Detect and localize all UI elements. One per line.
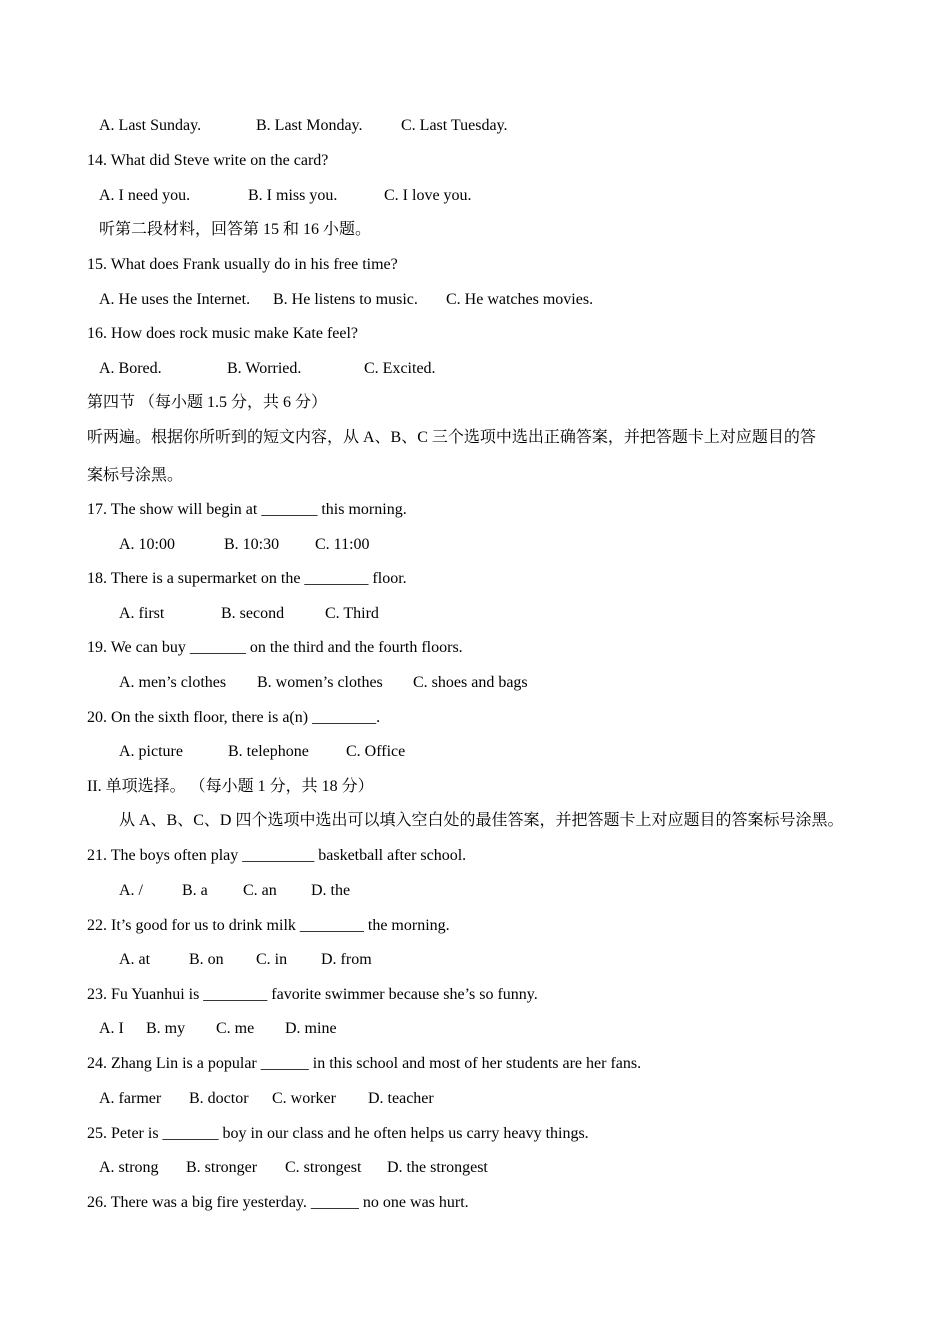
answer-option: A. He uses the Internet. bbox=[99, 291, 251, 308]
answer-option: B. telephone bbox=[228, 743, 309, 760]
answer-options bbox=[0, 290, 950, 310]
answer-option: D. the strongest bbox=[387, 1159, 488, 1176]
answer-option: C. strongest bbox=[285, 1159, 362, 1176]
answer-options bbox=[0, 359, 950, 379]
instruction-text bbox=[0, 428, 950, 448]
question-text bbox=[0, 638, 950, 658]
answer-option: B. I miss you. bbox=[248, 187, 338, 204]
answer-option: C. shoes and bags bbox=[413, 674, 528, 691]
line-text: 20. On the sixth floor, there is a(n) ________. bbox=[87, 709, 381, 726]
answer-option: C. in bbox=[256, 951, 288, 968]
line-text: II. 单项选择。 （每小题 1 分，共 18 分） bbox=[87, 778, 374, 795]
answer-option: B. He listens to music. bbox=[273, 291, 418, 308]
question-text bbox=[0, 1054, 950, 1074]
answer-option: C. an bbox=[243, 882, 277, 899]
line-text: 第四节 （每小题 1.5 分，共 6 分） bbox=[87, 394, 328, 411]
question-text bbox=[0, 1124, 950, 1144]
answer-option: B. second bbox=[221, 605, 285, 622]
line-text: 案标号涂黑。 bbox=[87, 467, 184, 484]
answer-option: C. 11:00 bbox=[315, 536, 370, 553]
answer-options bbox=[0, 1019, 950, 1039]
answer-options bbox=[0, 1158, 950, 1178]
answer-option: C. me bbox=[216, 1020, 255, 1037]
answer-options bbox=[0, 116, 950, 136]
line-text: 从 A、B、C、D 四个选项中选出可以填入空白处的最佳答案，并把答题卡上对应题目的答案标号涂黑。 bbox=[119, 812, 844, 829]
line-text: 22. It’s good for us to drink milk ________ the morning. bbox=[87, 917, 450, 934]
answer-option: D. teacher bbox=[368, 1090, 434, 1107]
line-text: 24. Zhang Lin is a popular ______ in this school and most of her students are her fans. bbox=[87, 1055, 642, 1072]
question-text bbox=[0, 255, 950, 275]
line-text: 17. The show will begin at _______ this morning. bbox=[87, 501, 407, 518]
answer-option: B. Worried. bbox=[227, 360, 302, 377]
section-heading bbox=[0, 393, 950, 413]
answer-options bbox=[0, 1089, 950, 1109]
answer-option: A. I bbox=[99, 1020, 124, 1037]
question-text bbox=[0, 500, 950, 520]
answer-option: B. my bbox=[146, 1020, 186, 1037]
answer-option: D. from bbox=[321, 951, 372, 968]
question-text bbox=[0, 151, 950, 171]
instruction-text bbox=[0, 811, 950, 831]
line-text: 21. The boys often play _________ basketball after school. bbox=[87, 847, 467, 864]
answer-option: A. at bbox=[119, 951, 151, 968]
answer-option: D. the bbox=[311, 882, 351, 899]
line-text: 25. Peter is _______ boy in our class and he often helps us carry heavy things. bbox=[87, 1125, 589, 1142]
answer-option: C. worker bbox=[272, 1090, 336, 1107]
answer-option: C. Office bbox=[346, 743, 406, 760]
line-text: 26. There was a big fire yesterday. ______ no one was hurt. bbox=[87, 1194, 469, 1211]
question-text bbox=[0, 1193, 950, 1213]
answer-option: B. stronger bbox=[186, 1159, 258, 1176]
line-text: 听第二段材料，回答第 15 和 16 小题。 bbox=[99, 221, 372, 238]
answer-option: A. picture bbox=[119, 743, 183, 760]
answer-option: C. I love you. bbox=[384, 187, 472, 204]
answer-options bbox=[0, 535, 950, 555]
answer-option: B. on bbox=[189, 951, 224, 968]
instruction-text bbox=[0, 220, 950, 240]
answer-options bbox=[0, 881, 950, 901]
answer-option: C. Third bbox=[325, 605, 379, 622]
answer-options bbox=[0, 604, 950, 624]
question-text bbox=[0, 916, 950, 936]
line-text: 听两遍。根据你所听到的短文内容，从 A、B、C 三个选项中选出正确答案，并把答题卡上对应题目的答 bbox=[87, 429, 816, 446]
answer-option: A. strong bbox=[99, 1159, 159, 1176]
section-heading bbox=[0, 777, 950, 797]
answer-option: B. doctor bbox=[189, 1090, 249, 1107]
question-text bbox=[0, 708, 950, 728]
answer-option: A. / bbox=[119, 882, 143, 899]
question-text bbox=[0, 985, 950, 1005]
line-text: 23. Fu Yuanhui is ________ favorite swimmer because she’s so funny. bbox=[87, 986, 538, 1003]
instruction-text bbox=[0, 466, 950, 486]
line-text: 16. How does rock music make Kate feel? bbox=[87, 325, 359, 342]
answer-option: A. men’s clothes bbox=[119, 674, 227, 691]
answer-options bbox=[0, 186, 950, 206]
answer-option: C. Excited. bbox=[364, 360, 436, 377]
answer-options bbox=[0, 742, 950, 762]
question-text bbox=[0, 846, 950, 866]
answer-option: A. Last Sunday. bbox=[99, 117, 202, 134]
question-text bbox=[0, 569, 950, 589]
answer-option: B. a bbox=[182, 882, 208, 899]
answer-option: B. women’s clothes bbox=[257, 674, 383, 691]
answer-option: B. 10:30 bbox=[224, 536, 280, 553]
line-text: 15. What does Frank usually do in his free time? bbox=[87, 256, 398, 273]
question-text bbox=[0, 324, 950, 344]
answer-options bbox=[0, 950, 950, 970]
answer-option: A. Bored. bbox=[99, 360, 162, 377]
answer-option: C. He watches movies. bbox=[446, 291, 594, 308]
answer-option: A. farmer bbox=[99, 1090, 162, 1107]
answer-option: D. mine bbox=[285, 1020, 337, 1037]
answer-option: C. Last Tuesday. bbox=[401, 117, 508, 134]
line-text: 19. We can buy _______ on the third and the fourth floors. bbox=[87, 639, 463, 656]
answer-options bbox=[0, 673, 950, 693]
line-text: 18. There is a supermarket on the ________ floor. bbox=[87, 570, 407, 587]
answer-option: A. first bbox=[119, 605, 165, 622]
answer-option: A. 10:00 bbox=[119, 536, 175, 553]
line-text: 14. What did Steve write on the card? bbox=[87, 152, 329, 169]
answer-option: A. I need you. bbox=[99, 187, 191, 204]
answer-option: B. Last Monday. bbox=[256, 117, 363, 134]
